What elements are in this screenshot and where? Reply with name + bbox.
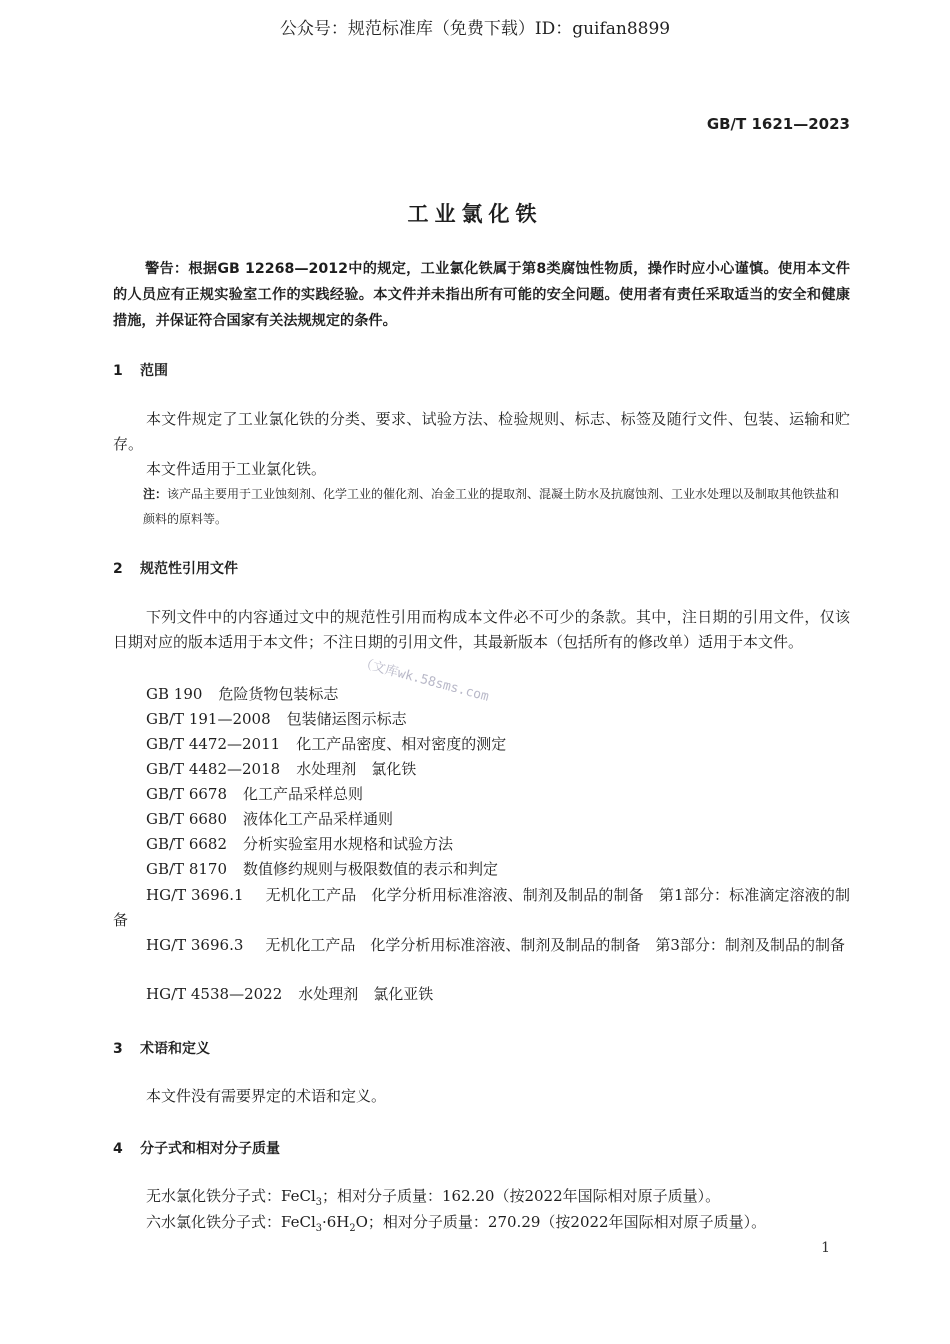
anhydrous-formula: FeCl: [281, 1187, 316, 1205]
watermark-text: （文库wk.58sms.com: [358, 655, 491, 705]
section-3-heading: [113, 1038, 210, 1058]
reference-item-hg-1: [113, 883, 850, 933]
page-banner: 公众号：规范标准库（免费下载）ID：guifan8899: [279, 19, 671, 39]
reference-title: 无机化工产品 化学分析用标准溶液、制剂及制品的制备 第1部分：标准滴定溶液的制备: [113, 886, 850, 929]
reference-code: GB/T 191—2008: [146, 710, 271, 728]
reference-item: [146, 983, 433, 1004]
reference-code: GB 190: [146, 685, 203, 703]
section-title: 分子式和相对分子质量: [140, 1141, 280, 1157]
reference-item: [146, 783, 363, 804]
reference-code: GB/T 8170: [146, 860, 228, 878]
reference-item: [146, 758, 416, 779]
section-number: 3: [113, 1041, 123, 1057]
reference-title: 包装储运图示标志: [286, 710, 407, 728]
reference-item: [146, 683, 338, 704]
reference-title: 水处理剂 氯化铁: [296, 760, 417, 778]
reference-title: 化工产品采样总则: [243, 785, 364, 803]
reference-title: 分析实验室用水规格和试验方法: [243, 835, 454, 853]
anhydrous-mass: ；相对分子质量：162.20（按2022年国际相对原子质量）。: [321, 1187, 721, 1205]
page-number: 1: [821, 1240, 830, 1256]
note-text: 该产品主要用于工业蚀刻剂、化学工业的催化剂、冶金工业的提取剂、混凝土防水及抗腐蚀剂、工业水处理以及制取其他铁盐和颜料的原料等。: [143, 487, 840, 526]
anhydrous-label: 无水氯化铁分子式：: [146, 1187, 282, 1205]
safety-warning: 警告：根据GB 12268—2012中的规定，工业氯化铁属于第8类腐蚀性物质，操作时应小心谨慎。使用本文件的人员应有正规实验室工作的实践经验。本文件并未指出所有可能的安全问题。使用者有责任采取适当的安全和健康措施，并保证符合国家有关法规规定的条件。: [113, 261, 850, 329]
formula-subscript: 3: [315, 1223, 322, 1234]
hexahydrate-formula-line: [146, 1211, 766, 1234]
reference-title: 化工产品密度、相对密度的测定: [296, 735, 507, 753]
reference-code: GB/T 6680: [146, 810, 228, 828]
reference-code: GB/T 4482—2018: [146, 760, 281, 778]
reference-item: [146, 833, 453, 854]
hexahydrate-formula-part: ·6H: [321, 1213, 350, 1231]
section-4-heading: [113, 1138, 280, 1158]
reference-code: HG/T 3696.1: [146, 886, 244, 904]
formula-subscript: 2: [349, 1223, 356, 1234]
scope-paragraph-1: 本文件规定了工业氯化铁的分类、要求、试验方法、检验规则、标志、标签及随行文件、包装、运输和贮存。: [113, 410, 850, 453]
section-2-heading: [113, 558, 238, 578]
section-title: 范围: [140, 363, 168, 379]
formula-subscript: 3: [315, 1197, 322, 1208]
reference-title: 液体化工产品采样通则: [243, 810, 394, 828]
hexahydrate-formula-part: O: [355, 1213, 368, 1231]
section-1-heading: [113, 360, 168, 380]
terms-paragraph: 本文件没有需要界定的术语和定义。: [146, 1087, 387, 1105]
hexahydrate-formula-part: FeCl: [281, 1213, 316, 1231]
reference-code: GB/T 6682: [146, 835, 228, 853]
reference-title: 危险货物包装标志: [218, 685, 339, 703]
reference-code: HG/T 3696.3: [146, 936, 244, 954]
scope-paragraph-2: 本文件适用于工业氯化铁。: [146, 460, 327, 478]
reference-code: GB/T 6678: [146, 785, 228, 803]
section-title: 规范性引用文件: [140, 561, 238, 577]
section-number: 1: [113, 363, 123, 379]
note-label: 注：: [143, 487, 168, 501]
references-intro: 下列文件中的内容通过文中的规范性引用而构成本文件必不可少的条款。其中，注日期的引用文件，仅该日期对应的版本适用于本文件；不注日期的引用文件，其最新版本（包括所有的修改单）适用于本文件。: [113, 608, 850, 651]
scope-note: [143, 482, 850, 532]
reference-title: 水处理剂 氯化亚铁: [298, 985, 434, 1003]
reference-item-hg-3: [113, 933, 850, 958]
reference-title: 数值修约规则与极限数值的表示和判定: [243, 860, 499, 878]
section-number: 2: [113, 561, 123, 577]
reference-item: [146, 858, 498, 879]
reference-title: 无机化工产品 化学分析用标准溶液、制剂及制品的制备 第3部分：制剂及制品的制备: [265, 936, 845, 954]
document-title: 工业氯化铁: [407, 202, 543, 226]
anhydrous-formula-line: [146, 1185, 720, 1208]
hexahydrate-mass: ；相对分子质量：270.29（按2022年国际相对原子质量）。: [367, 1213, 767, 1231]
reference-code: HG/T 4538—2022: [146, 985, 283, 1003]
reference-item: [146, 733, 506, 754]
section-title: 术语和定义: [140, 1041, 210, 1057]
standard-number: GB/T 1621—2023: [706, 115, 850, 133]
reference-code: GB/T 4472—2011: [146, 735, 281, 753]
reference-item: [146, 808, 393, 829]
section-number: 4: [113, 1141, 123, 1157]
hexahydrate-label: 六水氯化铁分子式：: [146, 1213, 282, 1231]
reference-item: [146, 708, 407, 729]
